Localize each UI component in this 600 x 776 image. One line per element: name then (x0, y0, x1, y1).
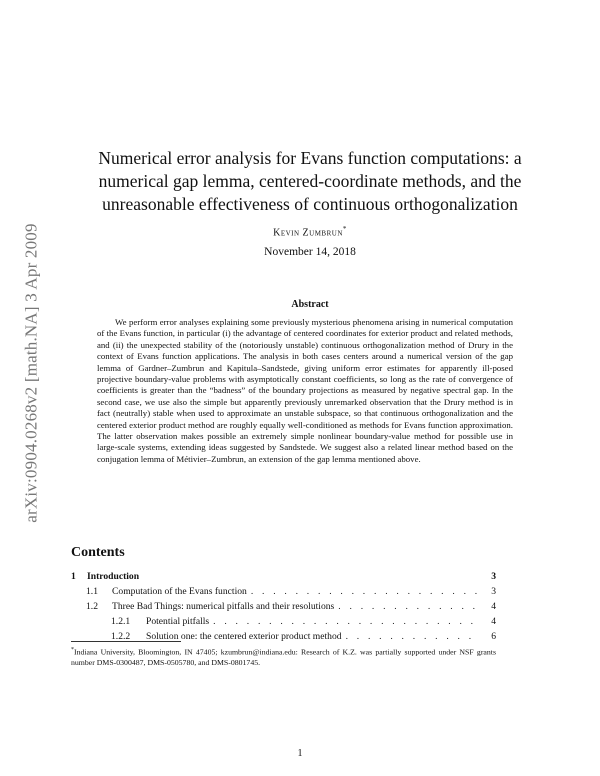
toc-entry-number: 1.2.2 (111, 631, 131, 642)
toc-leader-dots (251, 586, 480, 597)
toc-entry-title: Three Bad Things: numerical pitfalls and their resolutions (112, 601, 335, 612)
toc-entry-title: Introduction (87, 571, 140, 582)
table-of-contents (71, 571, 496, 646)
paper-title: Numerical error analysis for Evans function computations: a numerical gap lemma, centered-coordinate methods, and the unreasonable effectiveness of continuous orthogonalization (98, 148, 522, 214)
toc-entry-number: 1.1 (86, 586, 98, 597)
toc-entry-page: 4 (491, 601, 496, 612)
author-footnote-mark: * (342, 225, 347, 233)
toc-entry-page: 3 (491, 586, 496, 597)
abstract-heading: Abstract (291, 299, 329, 310)
abstract-text: We perform error analyses explaining some previously mysterious phenomena arising in numerical computation of the Evans function, in particular (i) the advantage of centered coordinates for exterior product and related methods, and (ii) the unexpected stability of the (notoriously unstable) continuous orthogonalization method of Drury in the context of Evans function applications. The analysis in both cases centers around a numerical version of the gap lemma of Gardner–Zumbrun and Kapitula–Sandstede, giving uniform error estimates for apparently ill-posed projective boundary-value problems with asymptotically constant coefficients, so long as the rate of convergence of coefficients is greater than the “badness” of the boundary projections as measured by negative spectral gap. In the second case, we use also the simple but apparently previously unremarked observation that the Drury method is in fact (neutrally) stable when used to approximate an unstable subspace, so that continuous orthogonalization and the centered exterior product method are roughly equally well-conditioned as methods for Evans function approximation. The latter observation makes possible an extremely simple nonlinear boundary-value method for possible use in large-scale systems, extending ideas suggested by Sandstede. We suggest also a related linear method based on the conjugation lemma of Métivier–Zumbrun, an extension of the gap lemma mentioned above. (97, 317, 513, 464)
arxiv-identifier-stamp (20, 183, 44, 563)
toc-entry-page: 4 (491, 616, 496, 627)
footnote-rule (71, 641, 181, 642)
toc-entry-number: 1.2.1 (111, 616, 131, 627)
toc-entry-number: 1 (71, 571, 76, 582)
page-number: 1 (297, 748, 303, 759)
toc-leader-dots (346, 631, 480, 642)
toc-entry[interactable] (71, 586, 496, 601)
toc-entry-number: 1.2 (86, 601, 98, 612)
toc-leader-dots (338, 601, 480, 612)
toc-leader-dots (213, 616, 480, 627)
toc-entry[interactable] (71, 601, 496, 616)
toc-entry[interactable] (71, 631, 496, 646)
paper-date: November 14, 2018 (264, 246, 356, 258)
arxiv-identifier-text: arXiv:0904.0268v2 [math.NA] 3 Apr 2009 (22, 223, 41, 523)
toc-entry-title: Solution one: the centered exterior product method (146, 631, 342, 642)
footnote-mark: * (71, 647, 74, 653)
contents-heading: Contents (71, 545, 125, 560)
author-line (70, 225, 550, 238)
toc-entry-title: Computation of the Evans function (112, 586, 247, 597)
toc-entry[interactable] (71, 571, 496, 586)
toc-entry-page: 3 (491, 571, 496, 582)
toc-entry[interactable] (71, 616, 496, 631)
toc-entry-title: Potential pitfalls (146, 616, 210, 627)
footnote-text: Indiana University, Bloomington, IN 47405; kzumbrun@indiana.edu: Research of K.Z. was partially supported under NSF grants number DMS-0300487, DMS-0505780, and DMS-0801745. (71, 647, 496, 667)
footnote (71, 645, 496, 668)
author-name: Kevin Zumbrun (273, 227, 343, 239)
toc-entry-page: 6 (491, 631, 496, 642)
